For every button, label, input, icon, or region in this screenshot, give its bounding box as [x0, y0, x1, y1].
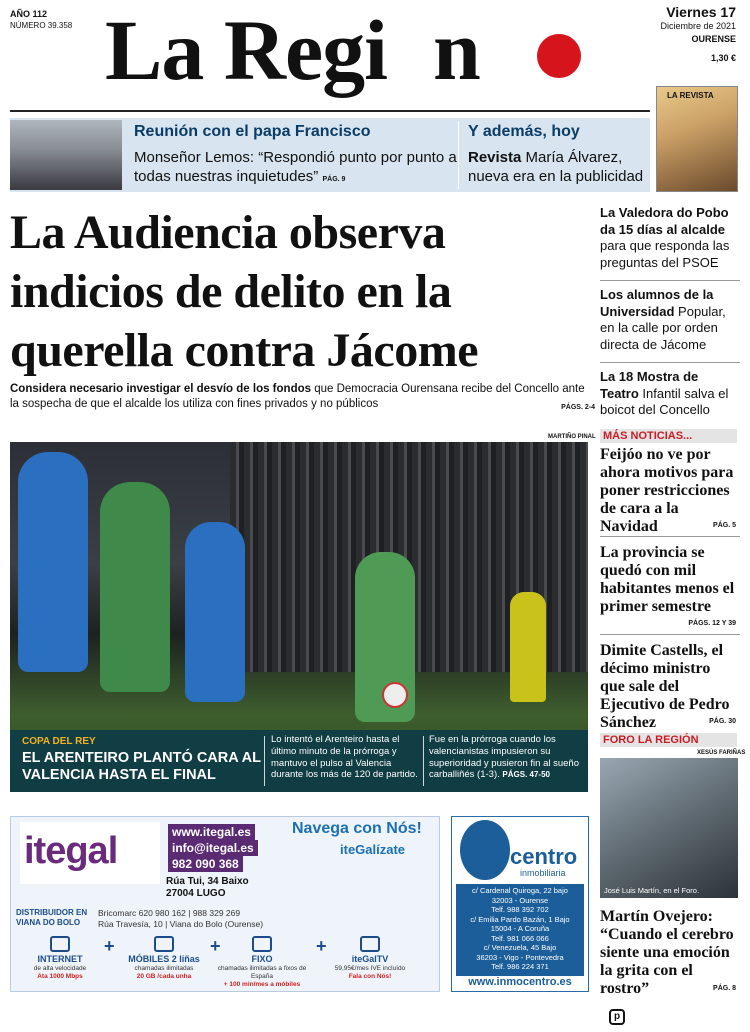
masthead-meta [10, 8, 72, 32]
news-item-1-page: PÁG. 5 [713, 522, 736, 529]
centro-a2: 32003 - Ourense [491, 895, 549, 905]
date-text: Diciembre de 2021 [660, 21, 736, 31]
itegal-addr2: 27004 LUGO [166, 888, 226, 899]
p4-sub: 59,95€/mes IVE incluído [334, 965, 406, 972]
side-1-text: para que responda las preguntas del PSOE [600, 238, 730, 270]
newspaper-logo[interactable] [105, 0, 480, 100]
teaser-divider [458, 121, 459, 189]
side-rule [600, 362, 740, 363]
centro-a4: c/ Emilia Pardo Bazán, 1 Bajo [470, 914, 570, 924]
foro-caption: José Luis Martín, en el Foro. [604, 886, 700, 895]
news-item-3-page: PÁG. 30 [709, 718, 736, 725]
teaser-left-page: PÁG. 9 [322, 176, 346, 183]
side-rule [600, 536, 740, 537]
lede-bold: Considera necesario investigar el desvío de los fondos [10, 383, 312, 395]
pope-photo[interactable] [10, 120, 122, 190]
p1-label: INTERNET [37, 954, 83, 964]
phone-icon [154, 936, 174, 952]
side-rule [600, 634, 740, 635]
lede-pages: PÁGS. 2-4 [561, 404, 595, 411]
teaser-right-bold: Revista [468, 149, 522, 166]
side-2-bold: Los alumnos de la Universidad [600, 287, 714, 319]
product-internet [12, 936, 108, 981]
caption-kicker: COPA DEL REY [22, 736, 96, 747]
itegal-email[interactable]: info@itegal.es [168, 840, 258, 856]
landline-icon [252, 936, 272, 952]
news-item-1[interactable]: Feijóo no ve por ahora motivos para poner restricciones de cara a la Navidad [600, 446, 734, 535]
p3-note: + 100 min/mes a móbiles [223, 981, 301, 988]
referee-shape [510, 592, 546, 702]
side-story-1[interactable] [600, 205, 740, 271]
tv-icon [360, 936, 380, 952]
player-shape [100, 482, 170, 692]
plus-icon: + [316, 936, 327, 956]
year-label: AÑO 112 [10, 9, 48, 19]
magazine-cover[interactable] [656, 86, 738, 192]
side-2-text: Popular, en la calle por orden directa de Jácome [600, 303, 726, 352]
caption-divider [423, 736, 424, 786]
player-shape [185, 522, 245, 702]
centro-a7: c/ Venezuela, 45 Bajo [483, 943, 557, 952]
lede-text: que Democracia Ourensana recibe del Concello ante la sospecha de que el alcalde los utiliza con fines privados y no públicos [10, 383, 585, 410]
centro-a6: Telf. 981 066 066 [491, 933, 549, 943]
weekday: Viernes 17 [666, 4, 736, 20]
p4-note: Fala con Nós! [348, 973, 392, 980]
itegal-navega: Navega con Nós! [292, 820, 422, 837]
foro-page: PÁG. 8 [713, 985, 736, 992]
itegal-distributor [98, 908, 263, 930]
photo-credit: MARTIÑO PINAL [548, 434, 596, 440]
masthead-rule [10, 110, 650, 112]
centro-web[interactable]: www.inmocentro.es [468, 976, 572, 988]
city: OURENSE [691, 34, 736, 44]
p2-note: 20 GB /cada unha [136, 973, 192, 980]
product-mobile [116, 936, 212, 981]
centro-a1: c/ Cardenal Quiroga, 22 bajo [472, 886, 568, 895]
caption-pages: PÁGS. 47-50 [502, 770, 550, 780]
teaser-left-body: Monseñor Lemos: “Respondió punto por punto a todas nuestras inquietudes” [134, 149, 457, 185]
caption-divider [264, 736, 265, 786]
player-shape [18, 452, 88, 672]
news-item-3[interactable]: Dimite Castells, el décimo ministro que sale del Ejecutivo de Pedro Sánchez [600, 642, 730, 731]
p3-sub: chamadas ilimitadas a fixos de España [217, 965, 307, 980]
caption-text-2-body: Fue en la prórroga cuando los valencianistas impusieron su superioridad y pusieron fin al sueño carballiñés (1-3). [429, 734, 579, 781]
p1-sub: de alta velocidade [33, 965, 87, 972]
foro-photo[interactable] [600, 758, 738, 898]
centro-a5: 15004 - A Coruña [490, 924, 550, 933]
news-item-2-page: PÁGS. 12 Y 39 [688, 620, 736, 627]
itegal-address [166, 876, 249, 900]
caption-text-2 [429, 734, 581, 781]
centro-sub: inmobiliaria [520, 868, 566, 878]
side-1-bold: La Valedora do Pobo da 15 días al alcalde [600, 205, 729, 237]
issue-number: NÚMERO 39.358 [10, 21, 73, 30]
magazine-label: LA REVISTA [667, 91, 714, 100]
p2-label: MÓBILES 2 liñas [128, 954, 200, 964]
itegal-distributor-label: DISTRIBUIDOR EN VIANA DO BOLO [16, 908, 88, 927]
wifi-icon [50, 936, 70, 952]
parking-icon[interactable]: p [609, 1009, 625, 1025]
itegal-web[interactable]: www.itegal.es [168, 824, 255, 840]
teaser-right-kicker[interactable]: Y además, hoy [468, 123, 580, 140]
side-story-2[interactable] [600, 287, 740, 353]
caption-text-1: Lo intentó el Arenteiro hasta el último minuto de la prórroga y mantuvo el pulso al Valencia durante los más de 120 de partido. [271, 734, 418, 781]
centro-name: centro [510, 844, 578, 869]
teaser-left-text[interactable] [134, 148, 464, 189]
ball-shape [382, 682, 408, 708]
itegal-addr1: Rúa Tui, 34 Baixo [166, 876, 249, 887]
foro-credit: XESÚS FARIÑAS [697, 750, 746, 756]
p4-label: iteGalTV [351, 954, 389, 964]
foro-headline[interactable]: Martín Ovejero: “Cuando el cerebro siente una emoción la grita con el rostro” [600, 908, 734, 997]
teaser-right-body: María Álvarez, nueva era en la publicidad [468, 149, 644, 185]
date-block [660, 4, 736, 64]
centro-a8: 36203 - Vigo - Pontevedra [476, 952, 564, 962]
side-3-text: Infantil salva el boicot del Concello [600, 385, 729, 417]
lead-lede[interactable] [10, 382, 595, 415]
plus-icon: + [104, 936, 115, 956]
p2-sub: chamadas ilimitadas [134, 965, 194, 972]
teaser-right-text[interactable] [468, 148, 658, 186]
centro-logo-icon [460, 820, 510, 880]
centro-a9: Telf. 986 224 371 [491, 962, 549, 971]
centro-a3: Telf. 988 392 702 [491, 905, 549, 914]
p3-label: FIXO [251, 954, 273, 964]
itegal-dist2: Rúa Travesía, 10 | Viana do Bolo (Ourense) [98, 919, 264, 929]
side-story-3[interactable] [600, 369, 740, 419]
more-news-label: MÁS NOTICIAS... [600, 429, 737, 443]
logo-red-dot [537, 34, 581, 78]
itegal-logo: itegal [24, 830, 118, 872]
price: 1,30 € [710, 53, 736, 63]
product-landline [214, 936, 310, 989]
news-item-2[interactable]: La provincia se quedó con mil habitantes menos el primer semestre [600, 544, 735, 615]
plus-icon: + [210, 936, 221, 956]
product-tv [322, 936, 418, 981]
itegal-phone[interactable]: 982 090 368 [168, 856, 243, 872]
logo-text: La Regi [105, 2, 388, 98]
foro-label: FORO LA REGIÓN [600, 733, 737, 747]
side-rule [600, 280, 740, 281]
itegal-dist1: Bricomarc 620 980 162 | 988 329 269 [98, 908, 241, 918]
side-3-bold: La 18 Mostra de Teatro [600, 369, 699, 401]
caption-headline[interactable]: EL ARENTEIRO PLANTÓ CARA AL VALENCIA HASTA EL FINAL [22, 750, 261, 783]
centro-addresses [456, 884, 584, 976]
p1-note: Ata 1000 Mbps [37, 973, 83, 980]
itegal-slogan: iteGalízate [340, 842, 406, 857]
teaser-left-kicker[interactable]: Reunión con el papa Francisco [134, 123, 371, 140]
logo-end: n [433, 2, 480, 98]
lead-headline[interactable]: La Audiencia observa indicios de delito en la querella contra Jácome [10, 206, 478, 377]
